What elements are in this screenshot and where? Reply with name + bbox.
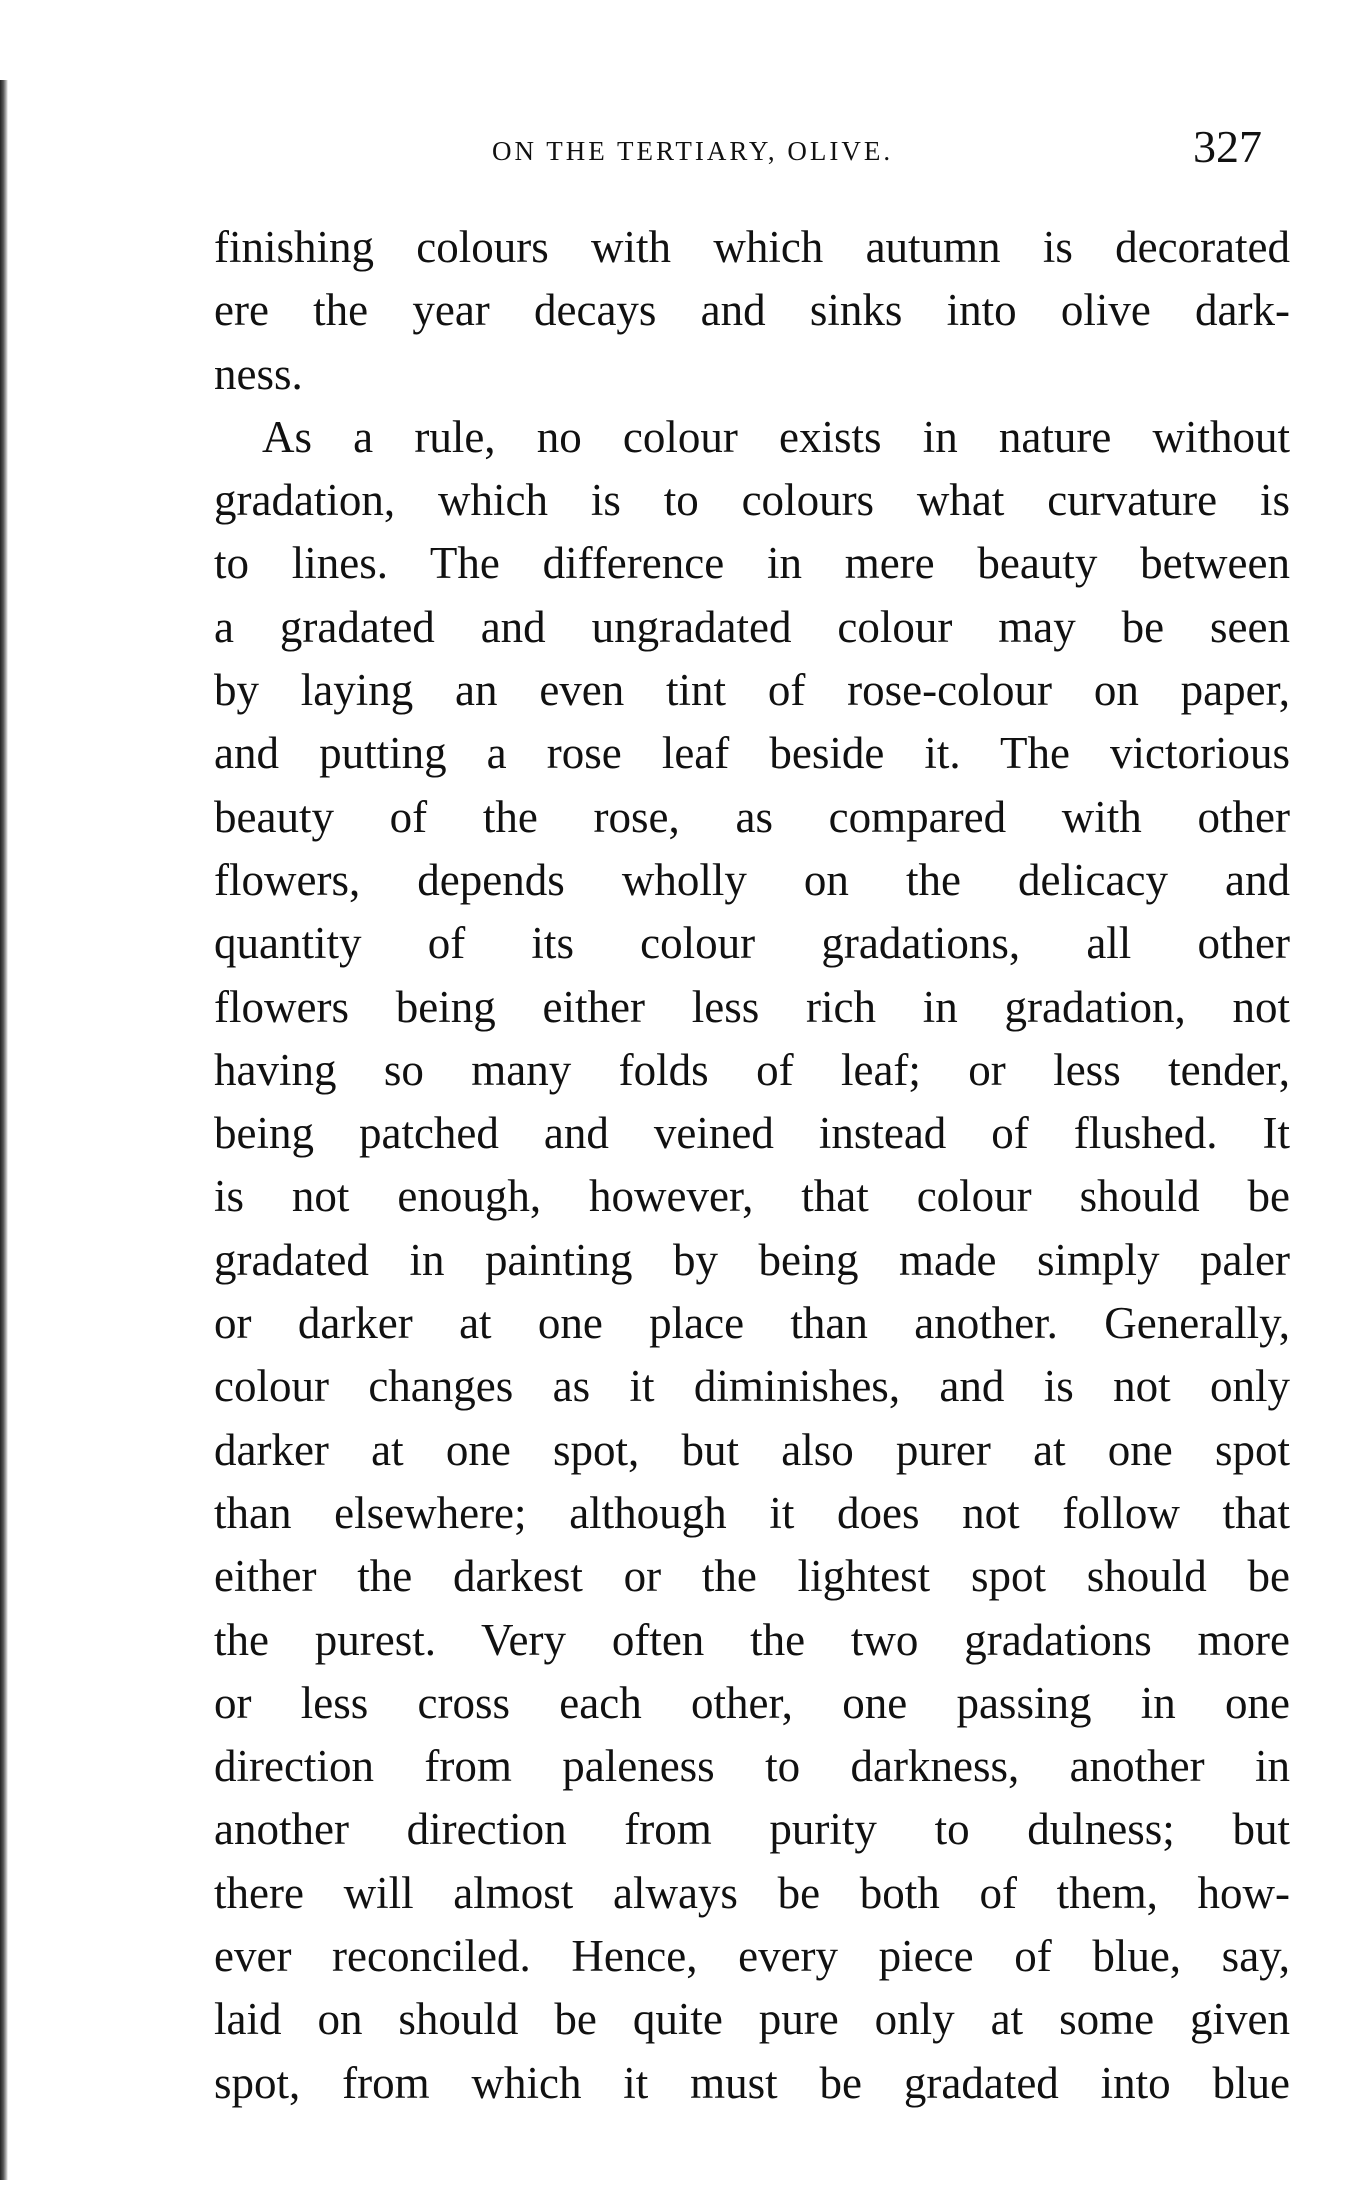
text-line: beauty of the rose, as compared with other — [214, 791, 1290, 842]
page-header — [0, 121, 1364, 178]
text-line: either the darkest or the lightest spot should be — [214, 1551, 1290, 1602]
text-line: by laying an even tint of rose-colour on paper, — [214, 665, 1290, 716]
text-line: and putting a rose leaf beside it. The victorious — [214, 728, 1290, 779]
text-line: colour changes as it diminishes, and is not only — [214, 1361, 1290, 1412]
page-binding-edge — [0, 80, 8, 2180]
text-line: or less cross each other, one passing in one — [214, 1677, 1290, 1728]
text-line: ere the year decays and sinks into olive dark- — [214, 285, 1290, 336]
text-line: flowers, depends wholly on the delicacy and — [214, 854, 1290, 905]
text-line: As a rule, no colour exists in nature without — [262, 411, 1290, 462]
text-line: ness. — [214, 348, 303, 399]
running-title: ON THE TERTIARY, OLIVE. — [492, 136, 894, 166]
text-line: laid on should be quite pure only at some given — [214, 1994, 1290, 2045]
text-line: a gradated and ungradated colour may be seen — [214, 601, 1290, 652]
text-line: finishing colours with which autumn is decorated — [214, 222, 1290, 272]
text-line: having so many folds of leaf; or less tender, — [214, 1044, 1290, 1095]
text-line: flowers being either less rich in gradation, not — [214, 981, 1290, 1032]
text-line: to lines. The difference in mere beauty between — [214, 538, 1290, 589]
text-line: the purest. Very often the two gradations more — [214, 1614, 1290, 1665]
body-text — [214, 216, 1290, 2115]
text-line: gradated in painting by being made simply paler — [214, 1234, 1290, 1285]
text-line: quantity of its colour gradations, all other — [214, 918, 1290, 969]
text-line: is not enough, however, that colour should be — [214, 1171, 1290, 1222]
text-line: than elsewhere; although it does not follow that — [214, 1487, 1290, 1538]
text-line: another direction from purity to dulness; but — [214, 1804, 1290, 1855]
text-line: gradation, which is to colours what curvature is — [214, 475, 1290, 526]
text-line: or darker at one place than another. Generally, — [214, 1298, 1290, 1349]
text-line: being patched and veined instead of flushed. It — [214, 1108, 1290, 1159]
text-line: direction from paleness to darkness, another in — [214, 1741, 1290, 1792]
text-line: there will almost always be both of them, how- — [214, 1867, 1290, 1918]
page-number: 327 — [1193, 121, 1262, 172]
text-line: ever reconciled. Hence, every piece of blue, say, — [214, 1931, 1290, 1982]
text-line: darker at one spot, but also purer at one spot — [214, 1424, 1290, 1475]
text-line: spot, from which it must be gradated into blue — [214, 2057, 1290, 2108]
